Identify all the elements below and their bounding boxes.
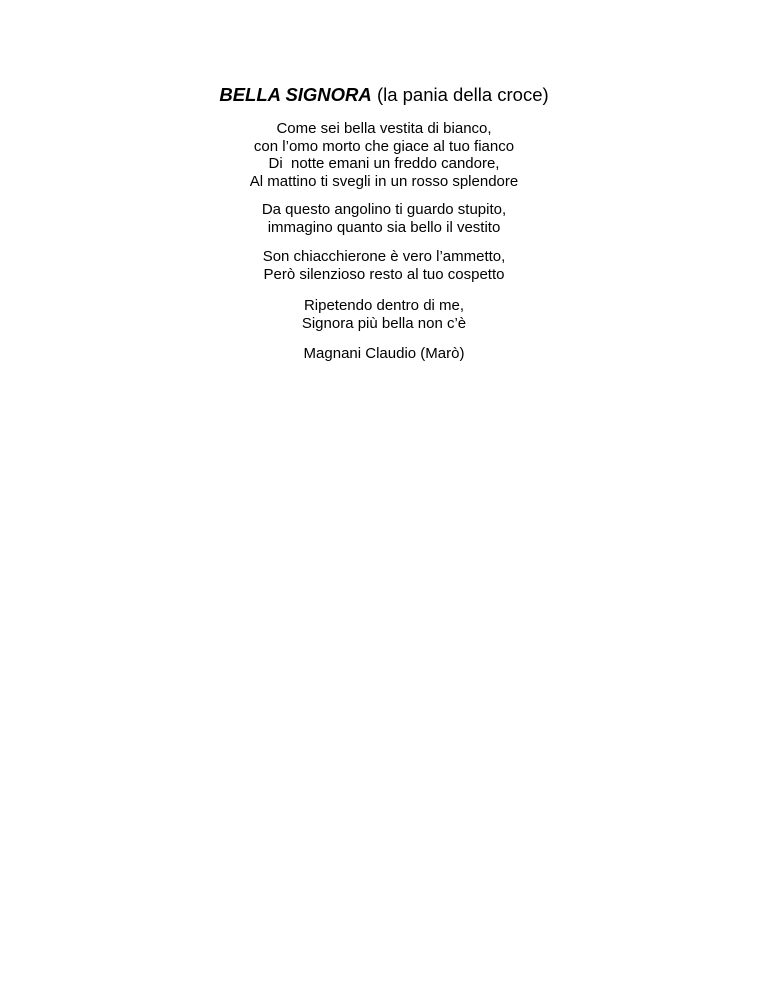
- verse-line: Di notte emani un freddo candore,: [268, 155, 500, 172]
- poem-title-subtitle: (la pania della croce): [376, 84, 549, 105]
- verse-line: Però silenzioso resto al tuo cospetto: [263, 265, 505, 283]
- verse-line: Come sei bella vestita di bianco,: [276, 120, 492, 137]
- poem-title: [0, 84, 768, 106]
- verse-line: Signora più bella non c’è: [301, 314, 467, 332]
- stanza-3: [0, 248, 768, 283]
- verse-line: Da questo angolino ti guardo stupito,: [261, 201, 507, 218]
- poem-title-main: BELLA SIGNORA: [219, 84, 372, 105]
- verse-line: con l’omo morto che giace al tuo fianco: [253, 137, 515, 155]
- poem-author: Magnani Claudio (Marò): [303, 345, 465, 362]
- stanza-4: [0, 297, 768, 332]
- verse-line: Son chiacchierone è vero l’ammetto,: [262, 248, 506, 265]
- stanza-2: [0, 201, 768, 236]
- verse-line: Al mattino ti svegli in un rosso splendore: [249, 172, 519, 190]
- stanza-1: [0, 120, 768, 190]
- verse-line: Ripetendo dentro di me,: [303, 297, 465, 314]
- verse-line: immagino quanto sia bello il vestito: [267, 218, 501, 236]
